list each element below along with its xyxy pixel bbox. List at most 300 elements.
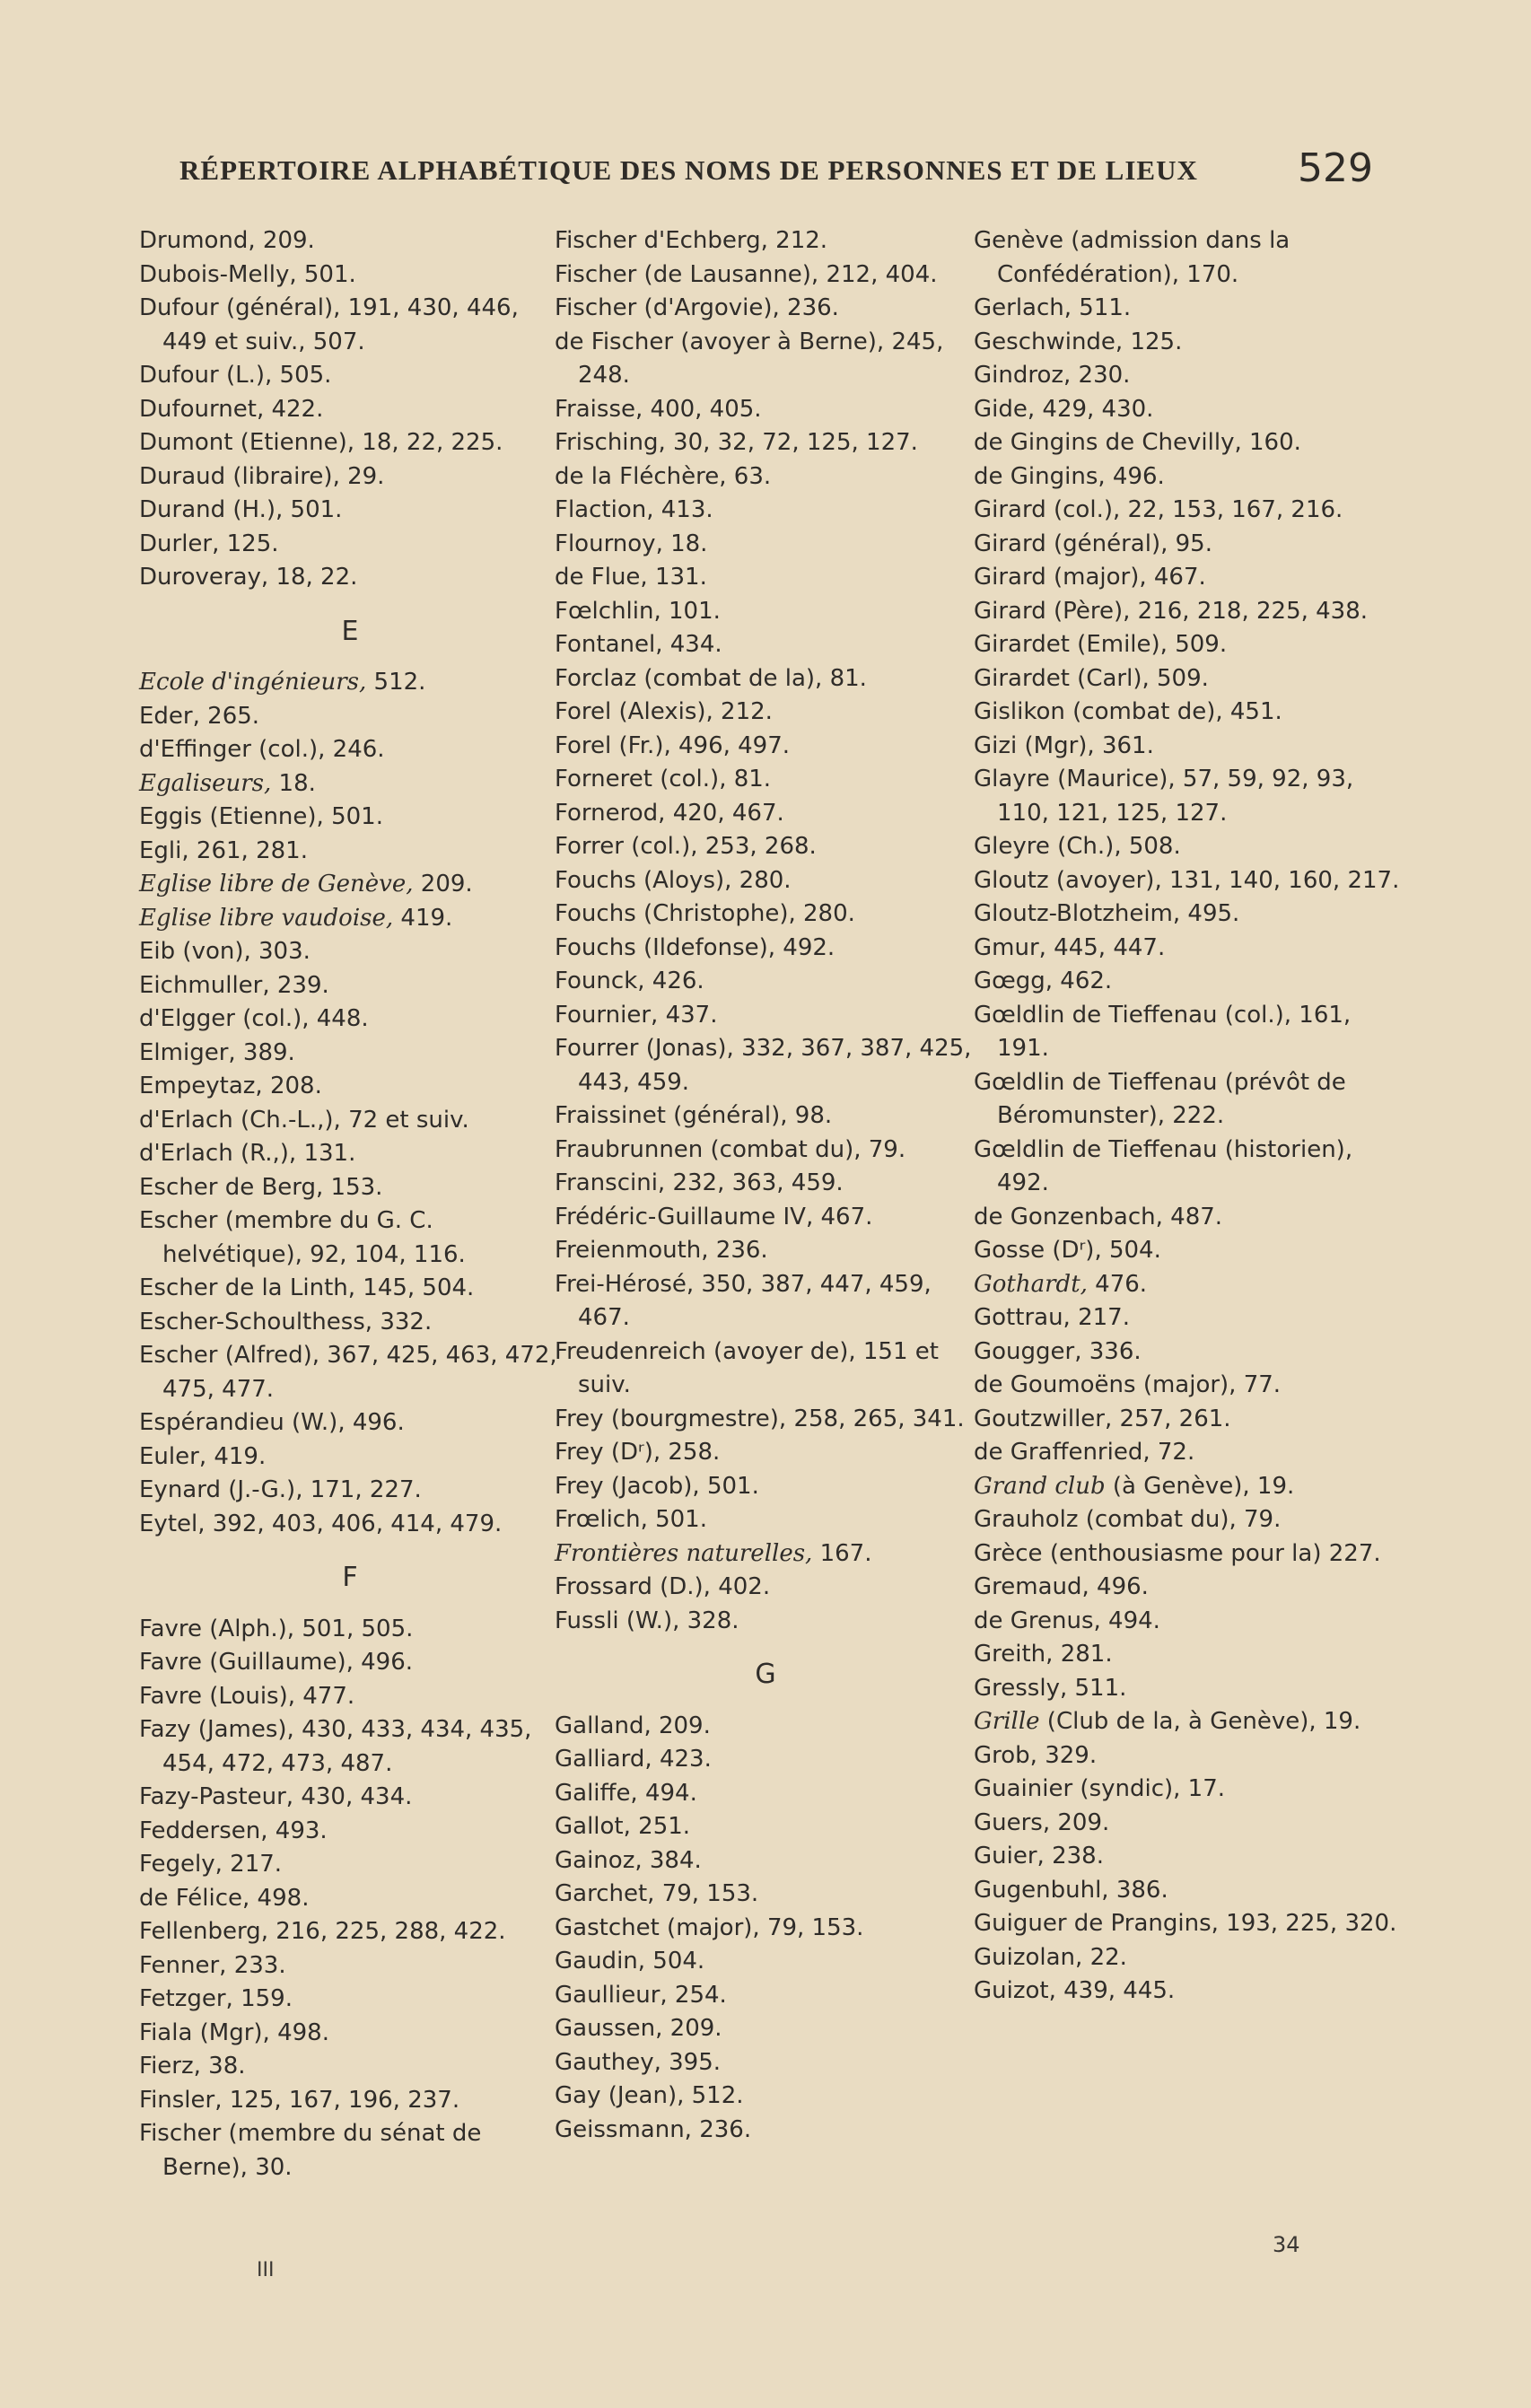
index-entry bbox=[974, 1773, 1409, 1807]
index-entry bbox=[555, 393, 976, 427]
index-entry-text: Flournoy, 18. bbox=[555, 530, 708, 557]
index-entry bbox=[139, 868, 561, 902]
index-entry bbox=[555, 830, 976, 864]
index-entry-text: Gallot, 251. bbox=[555, 1813, 691, 1840]
index-entry bbox=[974, 1503, 1409, 1537]
index-entry-text: Fourrer (Jonas), 332, 367, 387, 425, 443, 459. bbox=[555, 1035, 972, 1096]
index-entry bbox=[139, 935, 561, 969]
index-entry bbox=[974, 359, 1409, 393]
index-entry bbox=[974, 1840, 1409, 1874]
index-entry bbox=[139, 2117, 561, 2185]
index-entry bbox=[139, 1713, 561, 1781]
index-entry bbox=[974, 1941, 1409, 1975]
index-entry bbox=[139, 1104, 561, 1138]
section-letter: E bbox=[341, 615, 359, 647]
index-entry-text: Grèce (enthousiasme pour la) 227. bbox=[974, 1539, 1381, 1567]
index-entry bbox=[555, 1878, 976, 1912]
index-entry-text: Dufour (général), 191, 430, 446, 449 et suiv., 507. bbox=[139, 294, 519, 355]
index-entry-text: Fouchs (Ildefonse), 492. bbox=[555, 933, 835, 961]
index-entry-text: Gmur, 445, 447. bbox=[974, 933, 1166, 961]
index-column-3 bbox=[974, 224, 1409, 2009]
index-entry bbox=[555, 730, 976, 764]
index-entry-text: Guizot, 439, 445. bbox=[974, 1977, 1176, 2004]
index-entry-text: Frédéric-Guillaume IV, 467. bbox=[555, 1203, 873, 1230]
index-entry bbox=[974, 1335, 1409, 1370]
index-entry bbox=[139, 1646, 561, 1680]
index-entry bbox=[139, 801, 561, 835]
index-entry bbox=[555, 1234, 976, 1268]
index-entry bbox=[139, 767, 561, 801]
index-entry bbox=[974, 1403, 1409, 1437]
index-entry-text: Elmiger, 389. bbox=[139, 1038, 295, 1066]
index-entry bbox=[974, 1066, 1409, 1134]
index-entry-text: de Félice, 498. bbox=[139, 1884, 310, 1912]
index-entry-text: de Flue, 131. bbox=[555, 564, 707, 591]
index-entry-text: Fischer d'Echberg, 212. bbox=[555, 227, 828, 254]
index-entry bbox=[974, 1975, 1409, 2009]
index-entry-text: Gœldlin de Tieffenau (historien), 492. bbox=[974, 1135, 1353, 1196]
index-entry bbox=[555, 1743, 976, 1777]
index-entry bbox=[974, 1134, 1409, 1201]
index-entry bbox=[139, 1474, 561, 1508]
signature-mark: III bbox=[257, 2259, 275, 2281]
index-entry-text: Frey (Dʳ), 258. bbox=[555, 1439, 721, 1466]
index-entry-text: Grob, 329. bbox=[974, 1741, 1098, 1769]
index-entry-text: Gœldlin de Tieffenau (col.), 161, 191. bbox=[974, 1001, 1352, 1062]
index-entry-text: Fellenberg, 216, 225, 288, 422. bbox=[139, 1918, 506, 1945]
index-entry-italic: Grille bbox=[974, 1708, 1040, 1735]
index-entry bbox=[555, 292, 976, 326]
index-entry bbox=[555, 797, 976, 831]
index-entry-text: Drumond, 209. bbox=[139, 227, 315, 254]
index-entry bbox=[555, 932, 976, 966]
index-entry-text: Escher de Berg, 153. bbox=[139, 1173, 383, 1201]
index-entry-text: Fœlchlin, 101. bbox=[555, 597, 721, 625]
index-entry bbox=[555, 1710, 976, 1744]
index-entry bbox=[139, 1508, 561, 1542]
index-entry bbox=[974, 326, 1409, 360]
index-entry bbox=[555, 763, 976, 797]
index-entry-text: Dumont (Etienne), 18, 22, 225. bbox=[139, 429, 503, 456]
index-entry-text: Frey (Jacob), 501. bbox=[555, 1472, 759, 1500]
index-entry-text: Gastchet (major), 79, 153. bbox=[555, 1913, 864, 1941]
index-entry bbox=[555, 2046, 976, 2080]
index-entry-text: Galliard, 423. bbox=[555, 1746, 712, 1773]
index-entry-text: (à Genève), 19. bbox=[1105, 1472, 1295, 1500]
index-entry bbox=[139, 1339, 561, 1406]
index-entry-text: Eytel, 392, 403, 406, 414, 479. bbox=[139, 1510, 503, 1537]
index-entry-text: d'Erlach (R.,), 131. bbox=[139, 1140, 356, 1167]
index-entry-text: Eynard (J.-G.), 171, 227. bbox=[139, 1476, 422, 1503]
index-entry bbox=[139, 1037, 561, 1071]
index-entry-text: Fussli (W.), 328. bbox=[555, 1607, 739, 1634]
index-entry-text: Girard (général), 95. bbox=[974, 530, 1212, 557]
index-entry bbox=[139, 426, 561, 460]
index-entry bbox=[139, 1848, 561, 1882]
index-entry bbox=[974, 595, 1409, 629]
index-entry bbox=[555, 1912, 976, 1946]
index-entry-text: Galiffe, 494. bbox=[555, 1779, 697, 1807]
index-entry bbox=[139, 1204, 561, 1272]
index-entry bbox=[139, 1882, 561, 1916]
index-entry bbox=[974, 1705, 1409, 1739]
index-entry bbox=[974, 1907, 1409, 1941]
index-entry bbox=[555, 1503, 976, 1537]
index-entry bbox=[974, 1672, 1409, 1706]
index-entry bbox=[139, 1781, 561, 1815]
index-entry bbox=[974, 1605, 1409, 1639]
index-entry bbox=[555, 426, 976, 460]
index-entry-text: Goutzwiller, 257, 261. bbox=[974, 1405, 1231, 1432]
index-entry-text: Fouchs (Aloys), 280. bbox=[555, 866, 792, 894]
index-entry-text: Frossard (D.), 402. bbox=[555, 1573, 771, 1600]
index-entry-text: Fegely, 217. bbox=[139, 1851, 283, 1878]
index-entry-text: Gloutz-Blotzheim, 495. bbox=[974, 900, 1240, 927]
index-entry-text: Gleyre (Ch.), 508. bbox=[974, 833, 1181, 860]
index-entry-text: Fouchs (Christophe), 280. bbox=[555, 900, 855, 927]
index-entry bbox=[974, 426, 1409, 460]
index-entry bbox=[974, 763, 1409, 830]
index-column-2 bbox=[555, 224, 976, 2147]
index-entry bbox=[555, 999, 976, 1033]
index-entry-text: 18. bbox=[271, 769, 316, 797]
index-entry-text: Gloutz (avoyer), 131, 140, 160, 217. bbox=[974, 866, 1400, 894]
index-entry-text: Freienmouth, 236. bbox=[555, 1237, 768, 1264]
index-entry bbox=[974, 1201, 1409, 1235]
index-entry bbox=[974, 1638, 1409, 1672]
index-entry bbox=[139, 1003, 561, 1037]
index-entry-text: Escher (membre du G. C. helvétique), 92, 104, 116. bbox=[139, 1207, 466, 1268]
index-entry-text: Eichmuller, 239. bbox=[139, 971, 329, 999]
index-entry-text: de Gingins, 496. bbox=[974, 462, 1165, 490]
index-entry-italic: Eglise libre de Genève, bbox=[139, 871, 414, 898]
index-entry bbox=[974, 628, 1409, 662]
index-entry-text: Fischer (d'Argovie), 236. bbox=[555, 294, 839, 321]
index-entry bbox=[555, 258, 976, 293]
index-entry-text: Geschwinde, 125. bbox=[974, 328, 1183, 355]
index-entry-text: Egli, 261, 281. bbox=[139, 836, 308, 864]
index-entry bbox=[555, 1403, 976, 1437]
index-entry bbox=[555, 696, 976, 730]
index-entry bbox=[139, 1680, 561, 1714]
index-entry-text: Eib (von), 303. bbox=[139, 938, 311, 965]
index-entry-text: Gerlach, 511. bbox=[974, 294, 1132, 321]
index-entry bbox=[139, 2084, 561, 2118]
index-entry bbox=[555, 224, 976, 258]
index-entry-text: Fetzger, 159. bbox=[139, 1985, 293, 2012]
index-entry bbox=[139, 902, 561, 936]
index-entry bbox=[974, 1301, 1409, 1335]
index-entry bbox=[974, 1739, 1409, 1773]
index-entry bbox=[555, 460, 976, 495]
index-entry bbox=[974, 1234, 1409, 1268]
index-entry-text: Escher de la Linth, 145, 504. bbox=[139, 1274, 475, 1301]
index-entry bbox=[555, 1099, 976, 1134]
index-entry-text: Gislikon (combat de), 451. bbox=[974, 698, 1282, 725]
index-entry-italic: Frontières naturelles, bbox=[555, 1539, 813, 1567]
index-entry-text: Duraud (libraire), 29. bbox=[139, 462, 385, 490]
index-entry bbox=[555, 595, 976, 629]
index-entry bbox=[139, 359, 561, 393]
index-entry bbox=[139, 666, 561, 700]
index-entry bbox=[555, 494, 976, 528]
index-entry bbox=[139, 1137, 561, 1171]
index-entry-text: de Grenus, 494. bbox=[974, 1607, 1160, 1634]
index-entry bbox=[139, 292, 561, 359]
index-entry-text: Gaudin, 504. bbox=[555, 1948, 705, 1975]
index-entry bbox=[974, 1436, 1409, 1470]
index-entry bbox=[555, 326, 976, 393]
index-entry-text: Guiguer de Prangins, 193, 225, 320. bbox=[974, 1910, 1397, 1937]
index-entry-text: de Gonzenbach, 487. bbox=[974, 1203, 1223, 1230]
index-entry-text: Guizolan, 22. bbox=[974, 1943, 1127, 1971]
section-letter: F bbox=[342, 1562, 358, 1593]
index-entry bbox=[974, 730, 1409, 764]
index-entry-text: 209. bbox=[413, 871, 473, 898]
index-entry bbox=[555, 528, 976, 562]
index-entry-text: Gide, 429, 430. bbox=[974, 395, 1154, 423]
index-entry-text: Guers, 209. bbox=[974, 1808, 1110, 1836]
index-entry bbox=[974, 1537, 1409, 1572]
index-entry-text: d'Elgger (col.), 448. bbox=[139, 1005, 369, 1032]
index-entry bbox=[555, 2012, 976, 2046]
index-entry-text: Fornerod, 420, 467. bbox=[555, 799, 784, 827]
index-entry-text: Girard (Père), 216, 218, 225, 438. bbox=[974, 597, 1369, 625]
index-entry-text: Gay (Jean), 512. bbox=[555, 2082, 744, 2109]
index-entry-text: d'Erlach (Ch.-L.,), 72 et suiv. bbox=[139, 1106, 469, 1134]
index-entry-text: Forel (Alexis), 212. bbox=[555, 698, 773, 725]
index-entry-italic: Grand club bbox=[974, 1472, 1106, 1500]
index-entry-text: Gœldlin de Tieffenau (prévôt de Béromunster), 222. bbox=[974, 1068, 1346, 1129]
index-entry-text: Fiala (Mgr), 498. bbox=[139, 2018, 329, 2046]
index-entry-text: de Fischer (avoyer à Berne), 245, 248. bbox=[555, 328, 944, 389]
index-entry-text: Fischer (de Lausanne), 212, 404. bbox=[555, 260, 938, 288]
index-entry-text: Gottrau, 217. bbox=[974, 1304, 1130, 1331]
index-entry bbox=[555, 2080, 976, 2114]
index-entry-text: Forclaz (combat de la), 81. bbox=[555, 664, 867, 692]
index-entry-text: Frœlich, 501. bbox=[555, 1506, 707, 1533]
index-entry bbox=[555, 1777, 976, 1811]
index-entry bbox=[139, 1070, 561, 1104]
index-entry-text: Greith, 281. bbox=[974, 1641, 1113, 1668]
index-entry bbox=[139, 494, 561, 528]
index-entry-text: Fenner, 233. bbox=[139, 1951, 286, 1979]
index-entry-text: Garchet, 79, 153. bbox=[555, 1880, 759, 1907]
index-entry-text: Fierz, 38. bbox=[139, 2053, 246, 2080]
index-entry-text: d'Effinger (col.), 246. bbox=[139, 736, 385, 763]
index-entry bbox=[974, 1571, 1409, 1605]
index-entry-text: Gauthey, 395. bbox=[555, 2048, 722, 2076]
index-entry-text: 419. bbox=[393, 904, 453, 932]
index-entry-text: Franscini, 232, 363, 459. bbox=[555, 1169, 844, 1196]
index-entry bbox=[139, 1440, 561, 1475]
index-entry-text: Dubois-Melly, 501. bbox=[139, 260, 356, 288]
index-entry bbox=[974, 528, 1409, 562]
index-entry bbox=[974, 898, 1409, 932]
index-entry bbox=[555, 1201, 976, 1235]
index-entry-text: Fontanel, 434. bbox=[555, 631, 722, 658]
index-entry bbox=[139, 835, 561, 869]
index-entry-text: Favre (Louis), 477. bbox=[139, 1682, 355, 1710]
index-entry bbox=[974, 1369, 1409, 1403]
index-entry-text: Glayre (Maurice), 57, 59, 92, 93, 110, 121, 125, 127. bbox=[974, 766, 1354, 827]
index-entry bbox=[974, 965, 1409, 999]
index-entry bbox=[139, 969, 561, 1003]
index-entry-text: 512. bbox=[366, 669, 426, 696]
index-entry bbox=[555, 1470, 976, 1504]
index-entry bbox=[139, 1915, 561, 1949]
index-entry bbox=[555, 1436, 976, 1470]
index-entry-text: Gosse (Dʳ), 504. bbox=[974, 1237, 1161, 1264]
index-entry-text: de la Fléchère, 63. bbox=[555, 462, 772, 490]
index-entry bbox=[139, 1613, 561, 1647]
index-entry-text: Durler, 125. bbox=[139, 530, 279, 557]
index-entry-text: Escher (Alfred), 367, 425, 463, 472, 475, 477. bbox=[139, 1342, 557, 1403]
index-entry-text: 476. bbox=[1087, 1270, 1148, 1298]
index-entry bbox=[555, 1537, 976, 1572]
index-entry-text: Fischer (membre du sénat de Berne), 30. bbox=[139, 2120, 482, 2181]
index-entry bbox=[139, 733, 561, 767]
index-entry-text: Fraisse, 400, 405. bbox=[555, 395, 762, 423]
index-entry bbox=[974, 494, 1409, 528]
index-entry bbox=[974, 460, 1409, 495]
index-entry bbox=[974, 561, 1409, 595]
index-entry bbox=[555, 662, 976, 696]
index-entry-text: Girard (col.), 22, 153, 167, 216. bbox=[974, 496, 1343, 523]
index-entry bbox=[555, 1268, 976, 1335]
index-entry bbox=[139, 1272, 561, 1306]
index-entry-italic: Eglise libre vaudoise, bbox=[139, 904, 394, 932]
index-entry-text: Duroveray, 18, 22. bbox=[139, 564, 358, 591]
index-entry-text: Fraissinet (général), 98. bbox=[555, 1102, 833, 1129]
index-entry-text: Fazy (James), 430, 433, 434, 435, 454, 472, 473, 487. bbox=[139, 1716, 532, 1777]
index-entry bbox=[139, 258, 561, 293]
index-entry bbox=[555, 1571, 976, 1605]
page-header bbox=[179, 145, 1373, 205]
index-entry-text: Frei-Hérosé, 350, 387, 447, 459, 467. bbox=[555, 1270, 932, 1331]
index-entry-text: Favre (Alph.), 501, 505. bbox=[139, 1615, 414, 1642]
index-entry bbox=[974, 292, 1409, 326]
index-entry-text: Guainier (syndic), 17. bbox=[974, 1775, 1226, 1802]
index-entry-text: de Goumoëns (major), 77. bbox=[974, 1371, 1282, 1398]
index-entry-text: Guier, 238. bbox=[974, 1843, 1104, 1869]
index-entry-text: Gressly, 511. bbox=[974, 1674, 1127, 1702]
index-entry-text: Fraubrunnen (combat du), 79. bbox=[555, 1135, 906, 1163]
index-entry-text: de Graffenried, 72. bbox=[974, 1439, 1195, 1466]
page-number: 529 bbox=[1298, 145, 1373, 191]
index-entry-text: Dufour (L.), 505. bbox=[139, 362, 332, 389]
index-entry-text: de Gingins de Chevilly, 160. bbox=[974, 429, 1301, 456]
index-entry bbox=[974, 1807, 1409, 1841]
index-entry bbox=[974, 999, 1409, 1066]
index-entry-text: Genève (admission dans la Confédération), 170. bbox=[974, 227, 1290, 288]
index-entry-text: Empeytaz, 208. bbox=[139, 1073, 322, 1099]
index-entry-text: Founck, 426. bbox=[555, 968, 704, 994]
index-entry-text: Fournier, 437. bbox=[555, 1001, 718, 1029]
index-entry bbox=[139, 1949, 561, 1983]
index-entry bbox=[139, 460, 561, 495]
folio-number: 34 bbox=[1273, 2232, 1300, 2257]
index-entry bbox=[555, 1605, 976, 1639]
index-entry-text: Girard (major), 467. bbox=[974, 564, 1206, 591]
index-entry bbox=[139, 1171, 561, 1205]
index-entry bbox=[974, 696, 1409, 730]
index-entry bbox=[555, 898, 976, 932]
index-entry-text: Galland, 209. bbox=[555, 1712, 711, 1739]
index-entry-text: Gainoz, 384. bbox=[555, 1846, 702, 1874]
index-entry bbox=[974, 662, 1409, 696]
index-entry bbox=[555, 1134, 976, 1168]
index-entry bbox=[974, 1874, 1409, 1908]
index-entry bbox=[139, 1815, 561, 1849]
index-entry-text: (Club de la, à Genève), 19. bbox=[1039, 1708, 1361, 1735]
index-entry-text: Fazy-Pasteur, 430, 434. bbox=[139, 1783, 413, 1810]
index-entry bbox=[974, 830, 1409, 864]
index-entry bbox=[555, 1335, 976, 1403]
index-entry-text: Forel (Fr.), 496, 497. bbox=[555, 731, 791, 759]
index-entry bbox=[555, 1844, 976, 1878]
index-entry-text: Gaussen, 209. bbox=[555, 2015, 722, 2042]
index-entry bbox=[555, 628, 976, 662]
index-entry-text: Geissmann, 236. bbox=[555, 2115, 752, 2143]
index-entry-text: Eder, 265. bbox=[139, 702, 260, 730]
index-entry bbox=[974, 224, 1409, 292]
index-entry-text: Freudenreich (avoyer de), 151 et suiv. bbox=[555, 1337, 939, 1398]
index-entry-text: Girardet (Carl), 509. bbox=[974, 664, 1209, 692]
index-entry bbox=[139, 2017, 561, 2051]
index-entry bbox=[974, 1268, 1409, 1302]
index-entry bbox=[555, 1979, 976, 2013]
index-entry-text: Feddersen, 493. bbox=[139, 1817, 328, 1844]
index-entry bbox=[139, 1306, 561, 1340]
index-entry bbox=[974, 1470, 1409, 1504]
index-entry bbox=[139, 1983, 561, 2017]
index-entry bbox=[555, 561, 976, 595]
index-entry bbox=[139, 224, 561, 258]
index-entry-italic: Egaliseurs, bbox=[139, 769, 272, 797]
index-entry-text: Gindroz, 230. bbox=[974, 362, 1131, 389]
index-entry-text: Espérandieu (W.), 496. bbox=[139, 1409, 405, 1436]
index-entry bbox=[555, 1167, 976, 1201]
index-entry bbox=[555, 1945, 976, 1979]
index-entry-text: Finsler, 125, 167, 196, 237. bbox=[139, 2086, 460, 2114]
index-column-1 bbox=[139, 224, 561, 2185]
index-entry-text: Escher-Schoulthess, 332. bbox=[139, 1308, 433, 1335]
index-entry-italic: Ecole d'ingénieurs, bbox=[139, 669, 367, 696]
index-entry-text: Favre (Guillaume), 496. bbox=[139, 1649, 414, 1676]
index-entry-text: Gœgg, 462. bbox=[974, 968, 1113, 994]
index-entry bbox=[139, 393, 561, 427]
index-entry-text: Forneret (col.), 81. bbox=[555, 766, 772, 792]
index-entry bbox=[139, 561, 561, 595]
index-entry-text: Frisching, 30, 32, 72, 125, 127. bbox=[555, 429, 918, 456]
index-entry bbox=[555, 965, 976, 999]
index-entry bbox=[974, 393, 1409, 427]
index-entry-text: Gaullieur, 254. bbox=[555, 1981, 727, 2009]
index-entry-text: Gremaud, 496. bbox=[974, 1573, 1149, 1600]
index-entry-text: Gizi (Mgr), 361. bbox=[974, 731, 1154, 759]
index-entry bbox=[555, 2114, 976, 2148]
index-entry-text: Gugenbuhl, 386. bbox=[974, 1876, 1168, 1904]
index-entry-text: Euler, 419. bbox=[139, 1442, 267, 1470]
index-entry-text: Gougger, 336. bbox=[974, 1337, 1142, 1365]
index-entry-text: Forrer (col.), 253, 268. bbox=[555, 833, 817, 860]
index-entry bbox=[139, 528, 561, 562]
index-entry-italic: Gothardt, bbox=[974, 1270, 1088, 1298]
index-entry-text: Frey (bourgmestre), 258, 265, 341. bbox=[555, 1405, 965, 1432]
index-entry-text: 167. bbox=[812, 1539, 872, 1567]
index-entry bbox=[139, 1406, 561, 1440]
